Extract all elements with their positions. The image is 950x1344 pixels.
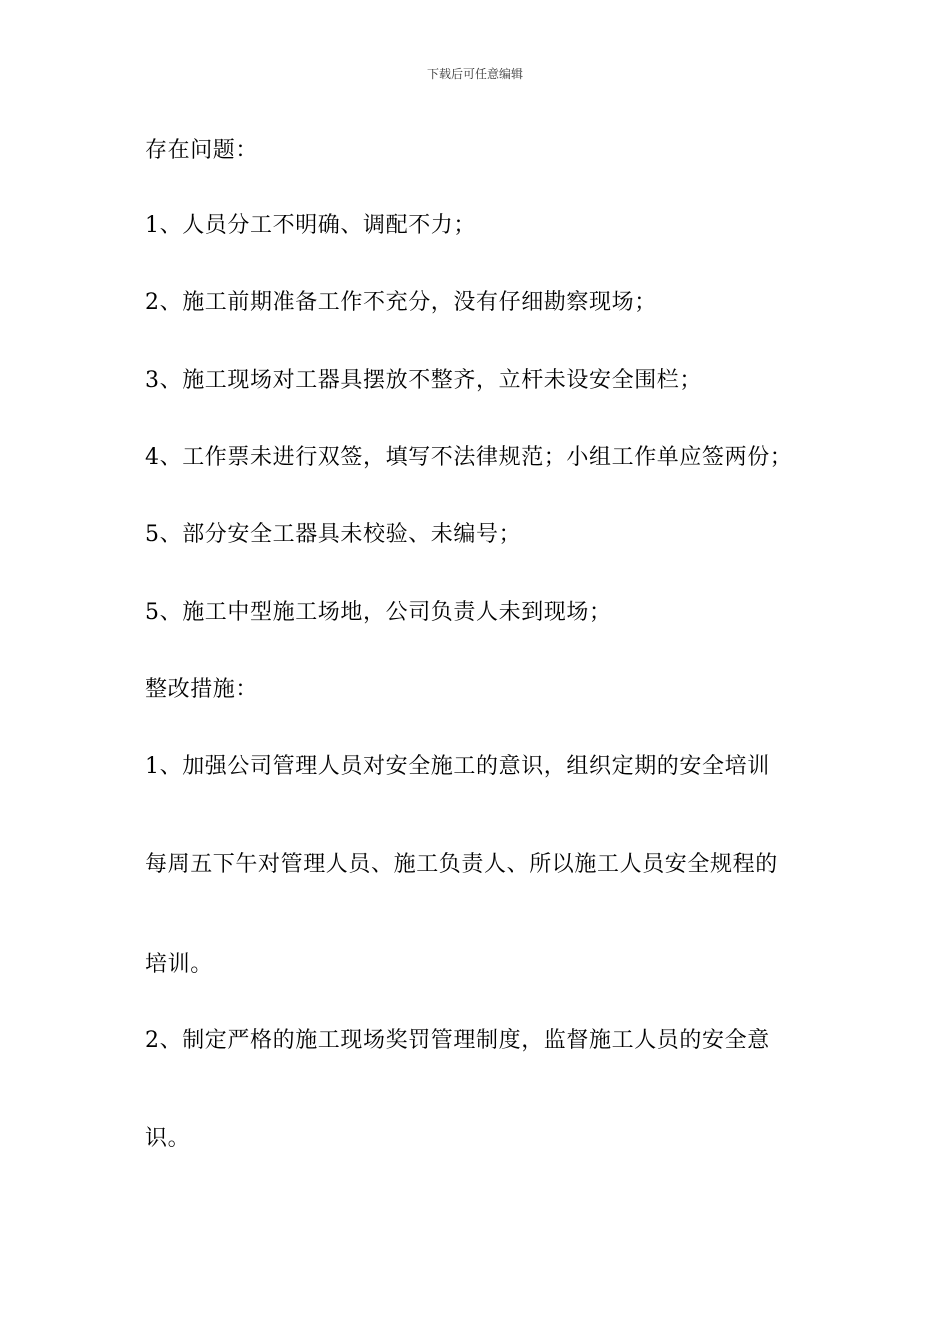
page-header-note: 下载后可任意编辑 — [426, 67, 523, 81]
problem-item-5b: 5、施工中型施工场地，公司负责人未到现场； — [145, 600, 612, 625]
section-heading-problems: 存在问题： — [145, 138, 259, 163]
problem-item-3: 3、施工现场对工器具摆放不整齐，立杆未设安全围栏； — [145, 368, 702, 393]
problem-item-2: 2、施工前期准备工作不充分，没有仔细勘察现场； — [145, 290, 657, 315]
measure-item-1-line-3: 培训。 — [145, 952, 213, 977]
problem-item-4: 4、工作票未进行双签，填写不法律规范；小组工作单应签两份； — [145, 445, 793, 470]
problem-item-5a: 5、部分安全工器具未校验、未编号； — [145, 522, 522, 547]
measure-item-1-line-1: 1、加强公司管理人员对安全施工的意识，组织定期的安全培训 — [145, 754, 770, 779]
problem-item-1: 1、人员分工不明确、调配不力； — [145, 213, 476, 238]
section-heading-measures: 整改措施： — [145, 677, 259, 702]
measure-item-1-line-2: 每周五下午对管理人员、施工负责人、所以施工人员安全规程的 — [145, 852, 778, 877]
measure-item-2-line-2: 识。 — [145, 1126, 191, 1151]
measure-item-2-line-1: 2、制定严格的施工现场奖罚管理制度，监督施工人员的安全意 — [145, 1028, 770, 1053]
